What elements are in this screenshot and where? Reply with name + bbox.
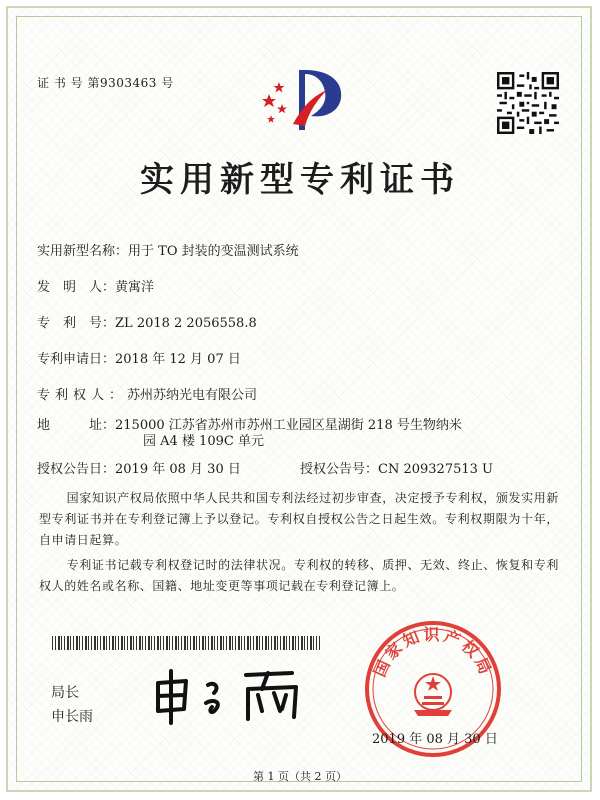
filing-date-value: 2018 年 12 月 07 日 [115,352,241,367]
patent-number-label: 专 利 号： [37,316,116,331]
svg-text:国家知识产权局 [370,625,496,680]
director-title: 局长 [51,685,79,701]
address-line-2: 园 A4 楼 109C 单元 [143,434,264,449]
handwritten-signature-icon [150,665,310,725]
director-name: 申长雨 [51,709,93,725]
utility-model-name-value: 用于 TO 封装的变温测试系统 [128,244,299,259]
grant-number-row [300,458,493,477]
body-paragraph-2: 专利证书记载专利权登记时的法律状况。专利权的转移、质押、无效、终止、恢复和专利权人的姓名或名称、国籍、地址变更等事项记载在专利登记簿上。 [39,558,559,593]
grant-date-value: 2019 年 08 月 30 日 [115,462,241,477]
seal-date: 2019 年 08 月 30 日 [372,732,498,747]
inventor-value: 黄寓洋 [115,280,155,295]
body-paragraph-1: 国家知识产权局依照中华人民共和国专利法经过初步审查，决定授予专利权，颁发实用新型专利证书并在专利登记簿上予以登记。专利权自授权公告之日起生效。专利权期限为十年，自申请日起算。 [39,491,559,547]
utility-model-name-row [37,240,299,259]
inventor-row [37,276,154,295]
grant-number-value: CN 209327513 U [378,462,493,477]
qr-code-icon [497,72,559,134]
grant-date-label: 授权公告日： [37,462,116,477]
patentee-row [37,384,257,403]
inventor-label: 发 明 人： [37,280,116,295]
address-line-1: 215000 江苏省苏州市苏州工业园区星湖街 218 号生物纳米 [115,418,462,433]
certificate-title: 实用新型专利证书 [140,160,460,200]
barcode-icon [52,636,320,650]
grant-date-row [37,458,241,477]
patent-number-row [37,312,257,331]
filing-date-row [37,348,241,367]
cnipa-logo-icon [255,60,350,135]
page-number: 第 1 页（共 2 页） [253,770,347,783]
seal-text: 国家知识产权局 [369,625,497,680]
grant-number-label: 授权公告号： [300,462,379,477]
patentee-value: 苏州苏纳光电有限公司 [127,388,258,403]
patentee-label: 专利权人： [37,388,128,403]
certificate-number: 证 书 号 第9303463 号 [37,76,174,90]
utility-model-name-label: 实用新型名称： [37,244,129,259]
filing-date-label: 专利申请日： [37,352,116,367]
address-label: 地 址： [37,418,116,433]
patent-number-value: ZL 2018 2 2056558.8 [115,316,257,331]
